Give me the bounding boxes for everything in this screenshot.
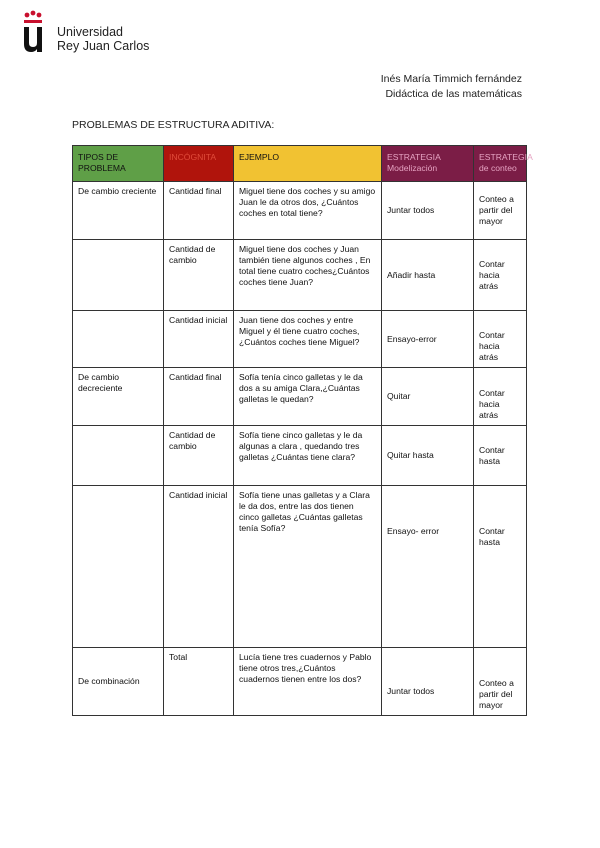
cell-conteo: Contar hacia atrás [474, 311, 527, 368]
cell-incognita: Cantidad inicial [164, 486, 234, 648]
cell-tipo [73, 486, 164, 648]
university-name-line2: Rey Juan Carlos [57, 39, 150, 53]
table-header-row [73, 146, 527, 182]
cell-incognita: Cantidad final [164, 182, 234, 240]
urjc-logo-icon [22, 10, 44, 52]
header-conteo: ESTRATEGIA de conteo [474, 146, 527, 182]
cell-conteo: Contar hacia atrás [474, 368, 527, 426]
university-logo [22, 10, 152, 56]
cell-conteo: Contar hasta [474, 426, 527, 486]
cell-tipo [73, 311, 164, 368]
cell-modelizacion: Quitar [382, 368, 474, 426]
table-row [73, 182, 527, 240]
cell-incognita: Cantidad final [164, 368, 234, 426]
document-title: PROBLEMAS DE ESTRUCTURA ADITIVA: [72, 119, 275, 131]
table-row [73, 648, 527, 716]
cell-incognita: Cantidad de cambio [164, 240, 234, 311]
additive-problems-table [72, 145, 533, 716]
cell-tipo [73, 240, 164, 311]
cell-incognita: Cantidad de cambio [164, 426, 234, 486]
cell-ejemplo: Sofía tenía cinco galletas y le da dos a su amiga Clara,¿Cuántas galletas le quedan? [234, 368, 382, 426]
cell-modelizacion: Juntar todos [382, 648, 474, 716]
author-name: Inés María Timmich fernández [380, 73, 522, 85]
university-name [57, 25, 149, 53]
cell-tipo: De combinación [73, 648, 164, 716]
cell-ejemplo: Lucía tiene tres cuadernos y Pablo tiene otros tres,¿Cuántos cuadernos tienen entre los dos? [234, 648, 382, 716]
cell-ejemplo: Sofía tiene unas galletas y a Clara le da dos, entre las dos tienen cinco galletas ¿Cuántas galletas tenía Sofía? [234, 486, 382, 648]
table-row [73, 426, 527, 486]
table-row [73, 486, 527, 648]
header-ejemplo: EJEMPLO [234, 146, 382, 182]
header-modelizacion: ESTRATEGIA Modelización [382, 146, 474, 182]
table-row [73, 240, 527, 311]
cell-conteo: Conteo a partir del mayor [474, 648, 527, 716]
cell-ejemplo: Miguel tiene dos coches y su amigo Juan le da otros dos, ¿Cuántos coches en total tiene? [234, 182, 382, 240]
table-row [73, 368, 527, 426]
university-name-line1: Universidad [57, 25, 124, 39]
header-incognita: INCÓGNITA [164, 146, 234, 182]
cell-modelizacion: Ensayo-error [382, 311, 474, 368]
header-tipos: TIPOS DE PROBLEMA [73, 146, 164, 182]
cell-modelizacion: Añadir hasta [382, 240, 474, 311]
cell-ejemplo: Juan tiene dos coches y entre Miguel y él tiene cuatro coches,¿Cuántos coches tiene Miguel? [234, 311, 382, 368]
cell-conteo: Contar hasta [474, 486, 527, 648]
cell-modelizacion: Quitar hasta [382, 426, 474, 486]
cell-incognita: Total [164, 648, 234, 716]
cell-tipo: De cambio decreciente [73, 368, 164, 426]
cell-modelizacion: Juntar todos [382, 182, 474, 240]
cell-incognita: Cantidad inicial [164, 311, 234, 368]
cell-modelizacion: Ensayo- error [382, 486, 474, 648]
cell-tipo: De cambio creciente [73, 182, 164, 240]
course-name: Didáctica de las matemáticas [385, 88, 522, 100]
table-row [73, 311, 527, 368]
cell-conteo: Contar hacia atrás [474, 240, 527, 311]
cell-ejemplo: Sofía tiene cinco galletas y le da algunas a clara , quedando tres galletas ¿Cuántas tiene clara? [234, 426, 382, 486]
cell-tipo [73, 426, 164, 486]
cell-conteo: Conteo a partir del mayor [474, 182, 527, 240]
author-block [381, 72, 522, 102]
cell-ejemplo: Miguel tiene dos coches y Juan también tiene algunos coches , En total tiene cuatro coches¿Cuántos coches tiene Juan? [234, 240, 382, 311]
